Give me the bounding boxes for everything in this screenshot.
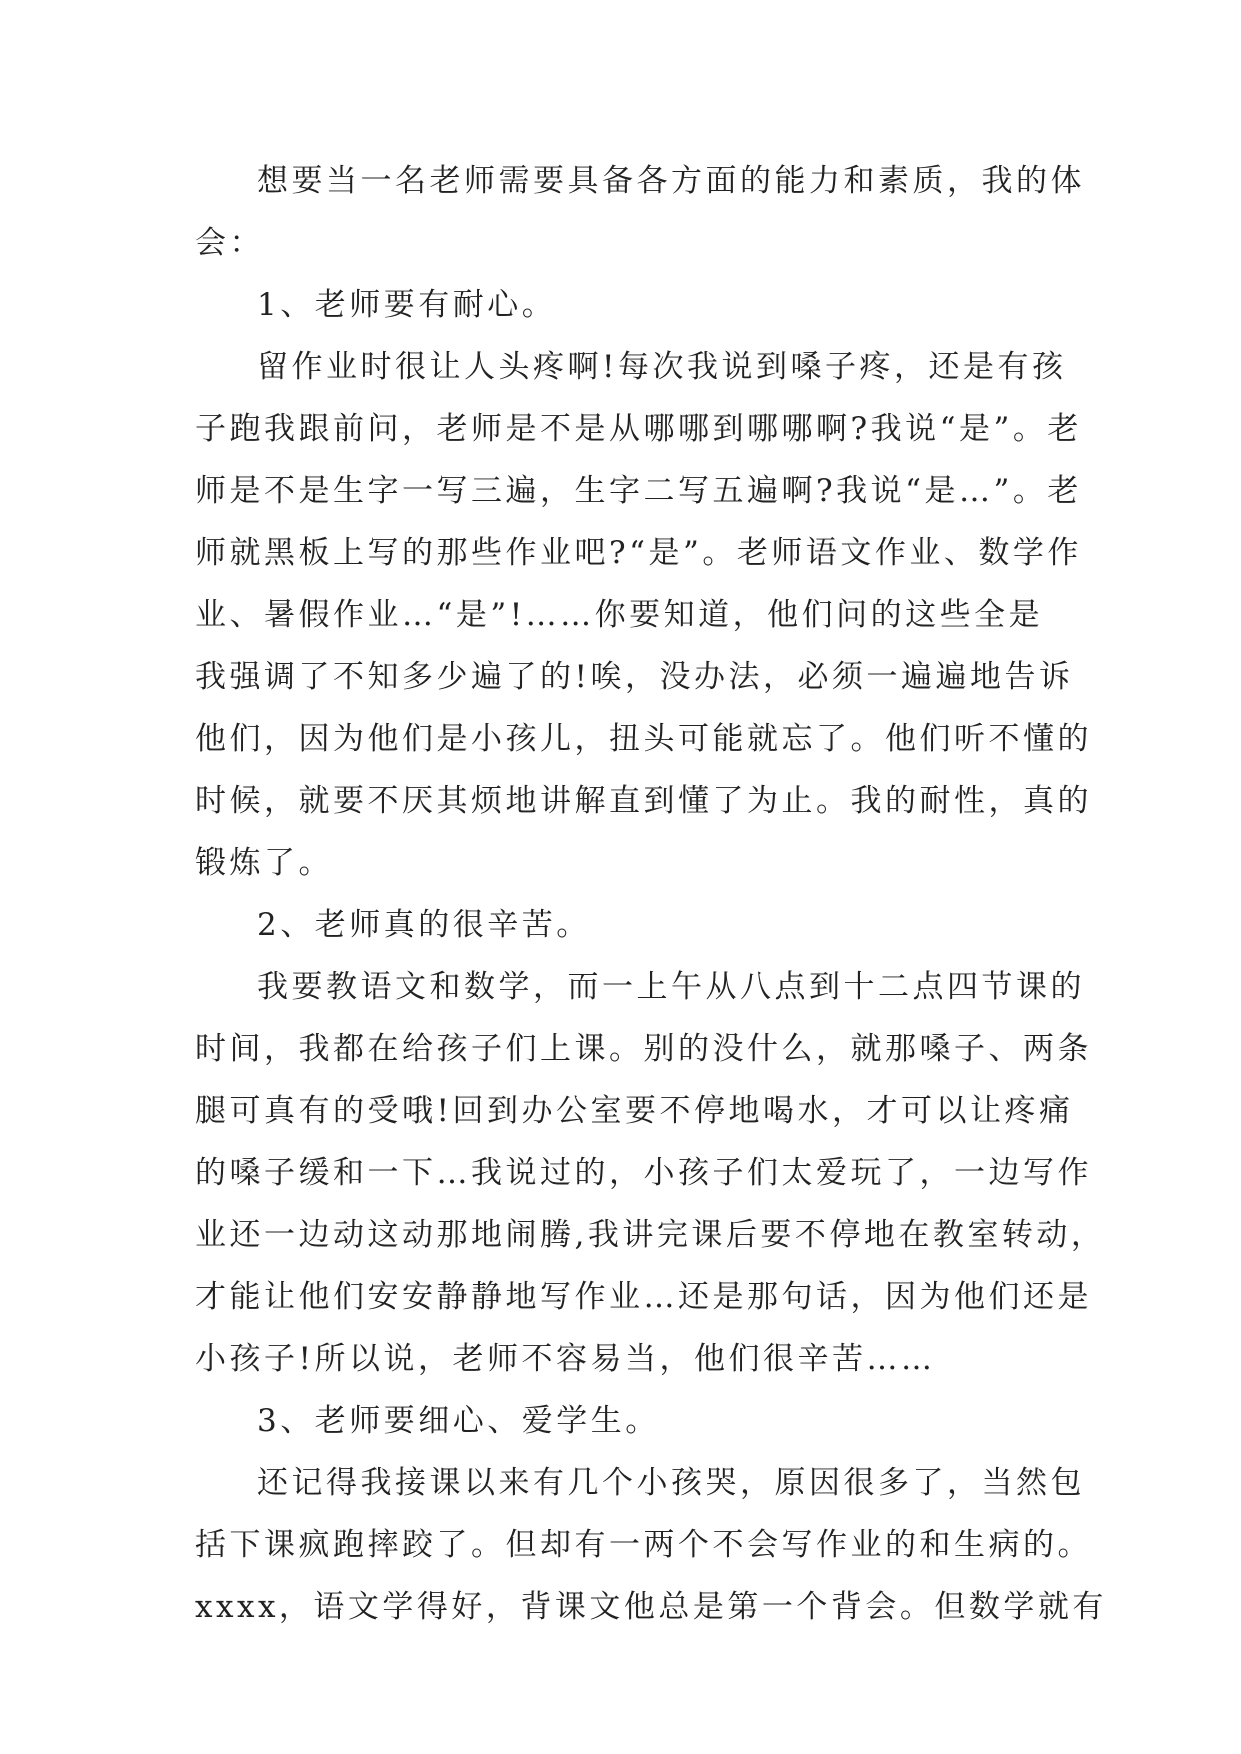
paragraph-1-line-5: 业、暑假作业…“是”!……你要知道，他们问的这些全是 xyxy=(195,597,1044,633)
paragraph-1-line-2: 子跑我跟前问，老师是不是从哪哪到哪哪啊?我说“是”。老 xyxy=(195,411,1082,447)
section-heading-1: 1、老师要有耐心。 xyxy=(257,287,557,323)
paragraph-2-line-7: 小孩子!所以说，老师不容易当，他们很辛苦…… xyxy=(195,1341,936,1377)
paragraph-3-line-1: 还记得我接课以来有几个小孩哭，原因很多了，当然包 xyxy=(257,1465,1085,1501)
paragraph-2-line-4: 的嗓子缓和一下…我说过的，小孩子们太爱玩了，一边写作 xyxy=(195,1155,1092,1191)
paragraph-3-line-2: 括下课疯跑摔跤了。但却有一两个不会写作业的和生病的。 xyxy=(195,1527,1092,1563)
paragraph-1-line-4: 师就黑板上写的那些作业吧?“是”。老师语文作业、数学作 xyxy=(195,535,1082,571)
paragraph-3-line-3: xxxx，语文学得好，背课文他总是第一个背会。但数学就有 xyxy=(195,1589,1107,1625)
paragraph-2-line-5: 业还一边动这动那地闹腾,我讲完课后要不停地在教室转动， xyxy=(195,1217,1106,1253)
paragraph-1-line-1: 留作业时很让人头疼啊!每次我说到嗓子疼，还是有孩 xyxy=(257,349,1067,385)
paragraph-2-line-6: 才能让他们安安静静地写作业…还是那句话，因为他们还是 xyxy=(195,1279,1092,1315)
paragraph-2-line-2: 时间，我都在给孩子们上课。别的没什么，就那嗓子、两条 xyxy=(195,1031,1092,1067)
section-heading-3: 3、老师要细心、爱学生。 xyxy=(257,1403,660,1439)
paragraph-1-line-8: 时候，就要不厌其烦地讲解直到懂了为止。我的耐性，真的 xyxy=(195,783,1092,819)
document-body xyxy=(195,150,1107,1638)
paragraph-1-line-3: 师是不是生字一写三遍，生字二写五遍啊?我说“是…”。老 xyxy=(195,473,1082,509)
section-heading-2: 2、老师真的很辛苦。 xyxy=(257,907,591,943)
paragraph-1-line-9: 锻炼了。 xyxy=(195,845,333,881)
paragraph-1-line-7: 他们，因为他们是小孩儿，扭头可能就忘了。他们听不懂的 xyxy=(195,721,1092,757)
paragraph-2-line-1: 我要教语文和数学，而一上午从八点到十二点四节课的 xyxy=(257,969,1085,1005)
paragraph-intro-line-1: 想要当一名老师需要具备各方面的能力和素质，我的体 xyxy=(257,163,1085,199)
paragraph-1-line-6: 我强调了不知多少遍了的!唉，没办法，必须一遍遍地告诉 xyxy=(195,659,1074,695)
paragraph-2-line-3: 腿可真有的受哦!回到办公室要不停地喝水，才可以让疼痛 xyxy=(195,1093,1074,1129)
paragraph-intro-line-2: 会： xyxy=(195,225,264,261)
